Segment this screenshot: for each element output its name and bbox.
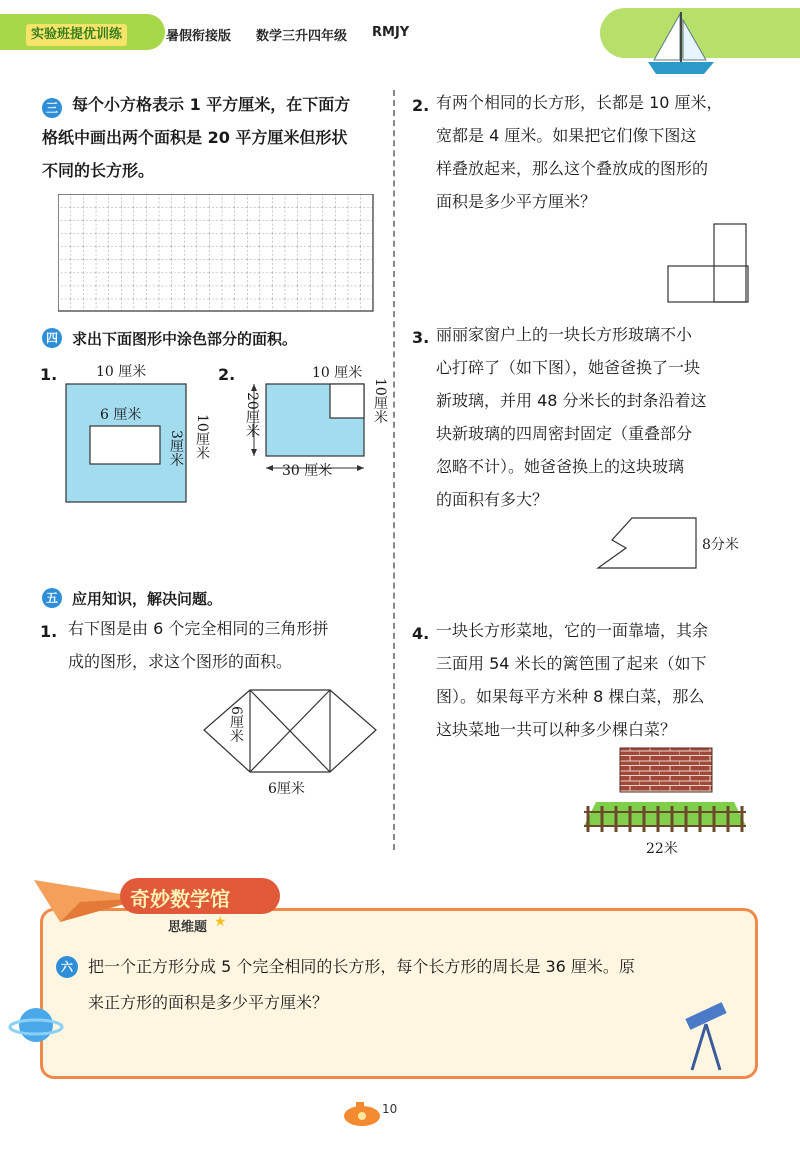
star-icon: ★: [214, 914, 227, 930]
fun-line2: 来正方形的面积是多少平方厘米？: [88, 993, 329, 1012]
s4-q1-number: 1.: [40, 365, 58, 384]
telescope-icon: [676, 1000, 736, 1076]
r-q2-overlap-figure: [666, 222, 750, 304]
section-3-line2: 格纸中画出两个面积是 20 平方厘米但形状: [42, 128, 348, 147]
submarine-icon: [340, 1096, 382, 1130]
r-q2-line2: 宽都是 4 厘米。如果把它们像下图这: [436, 126, 697, 145]
section-3-line1: 每个小方格表示 1 平方厘米，在下面方: [72, 95, 351, 114]
r-q3-line5: 忽略不计）。她爸爸换上的这块玻璃: [436, 457, 685, 476]
planet-icon: [8, 1000, 64, 1050]
grid-paper[interactable]: [58, 194, 376, 312]
header-subject: 数学三升四年级: [256, 29, 348, 44]
r-q4-bottom-label: 22米: [646, 841, 678, 857]
section-3-line3: 不同的长方形。: [42, 161, 155, 180]
r-q3-side-label: 8分米: [702, 537, 739, 553]
column-divider: [393, 90, 395, 850]
section-5-title: 应用知识，解决问题。: [72, 590, 223, 608]
s5-q1-line2: 成的图形，求这个图形的面积。: [68, 652, 293, 671]
r-q3-line2: 心打碎了（如下图），她爸爸换了一块: [436, 358, 701, 377]
r-q3-line6: 的面积有多大？: [436, 490, 549, 509]
fun-line1: 把一个正方形分成 5 个完全相同的长方形，每个长方形的周长是 36 厘米。原: [88, 957, 635, 976]
section-4-title: 求出下面图形中涂色部分的面积。: [72, 330, 298, 348]
r-q3-line4: 块新玻璃的四周密封固定（重叠部分: [436, 424, 693, 443]
sailboat-icon: [640, 10, 720, 78]
r-q3-broken-glass-figure: [596, 514, 700, 570]
s4-q1-inner-label: 6 厘米: [100, 407, 142, 423]
s4-q1-right-label: 10厘米: [194, 414, 210, 460]
section-3-badge: 三: [42, 98, 62, 118]
s4-q2-right-label: 10厘米: [372, 378, 388, 424]
s4-q2-left-label: 20厘米: [244, 392, 260, 438]
header-tag: 实验班提优训练: [26, 24, 127, 46]
r-q4-line3: 图）。如果每平方米种 8 棵白菜，那么: [436, 687, 705, 706]
r-q2-line1: 有两个相同的长方形，长都是 10 厘米，: [436, 93, 723, 112]
s4-q1-inner-side-label: 3厘米: [168, 430, 184, 467]
r-q3-line1: 丽丽家窗户上的一块长方形玻璃不小: [436, 325, 693, 344]
fun-subtitle: 思维题: [168, 920, 208, 935]
s4-q2-bottom-label: 30 厘米: [282, 463, 333, 479]
r-q2-line4: 面积是多少平方厘米？: [436, 192, 597, 211]
s5-q1-side-label: 6厘米: [228, 706, 244, 743]
r-q4-garden-figure: [580, 746, 748, 836]
s5-q1-number: 1.: [40, 622, 58, 641]
r-q3-number: 3.: [412, 328, 430, 347]
r-q4-line1: 一块长方形菜地，它的一面靠墙，其余: [436, 621, 709, 640]
section-4-badge: 四: [42, 328, 62, 348]
r-q3-line3: 新玻璃，并用 48 分米长的封条沿着这: [436, 391, 707, 410]
header-code: RMJY: [372, 25, 410, 40]
s5-q1-bottom-label: 6厘米: [268, 781, 305, 797]
s5-q1-line1: 右下图是由 6 个完全相同的三角形拼: [68, 619, 329, 638]
section-5-badge: 五: [42, 588, 62, 608]
r-q4-line2: 三面用 54 米长的篱笆围了起来（如下: [436, 654, 707, 673]
fun-title: 奇妙数学馆: [130, 887, 230, 911]
page-number: 10: [382, 1102, 398, 1116]
header-edition: 暑假衔接版: [166, 29, 232, 44]
s4-q2-top-label: 10 厘米: [312, 365, 363, 381]
s4-q2-number: 2.: [218, 365, 236, 384]
section-6-badge: 六: [56, 956, 78, 978]
s4-q1-top-label: 10 厘米: [96, 364, 147, 380]
r-q2-number: 2.: [412, 96, 430, 115]
r-q4-line4: 这块菜地一共可以种多少棵白菜？: [436, 720, 677, 739]
r-q4-number: 4.: [412, 624, 430, 643]
r-q2-line3: 样叠放起来，那么这个叠放成的图形的: [436, 159, 709, 178]
